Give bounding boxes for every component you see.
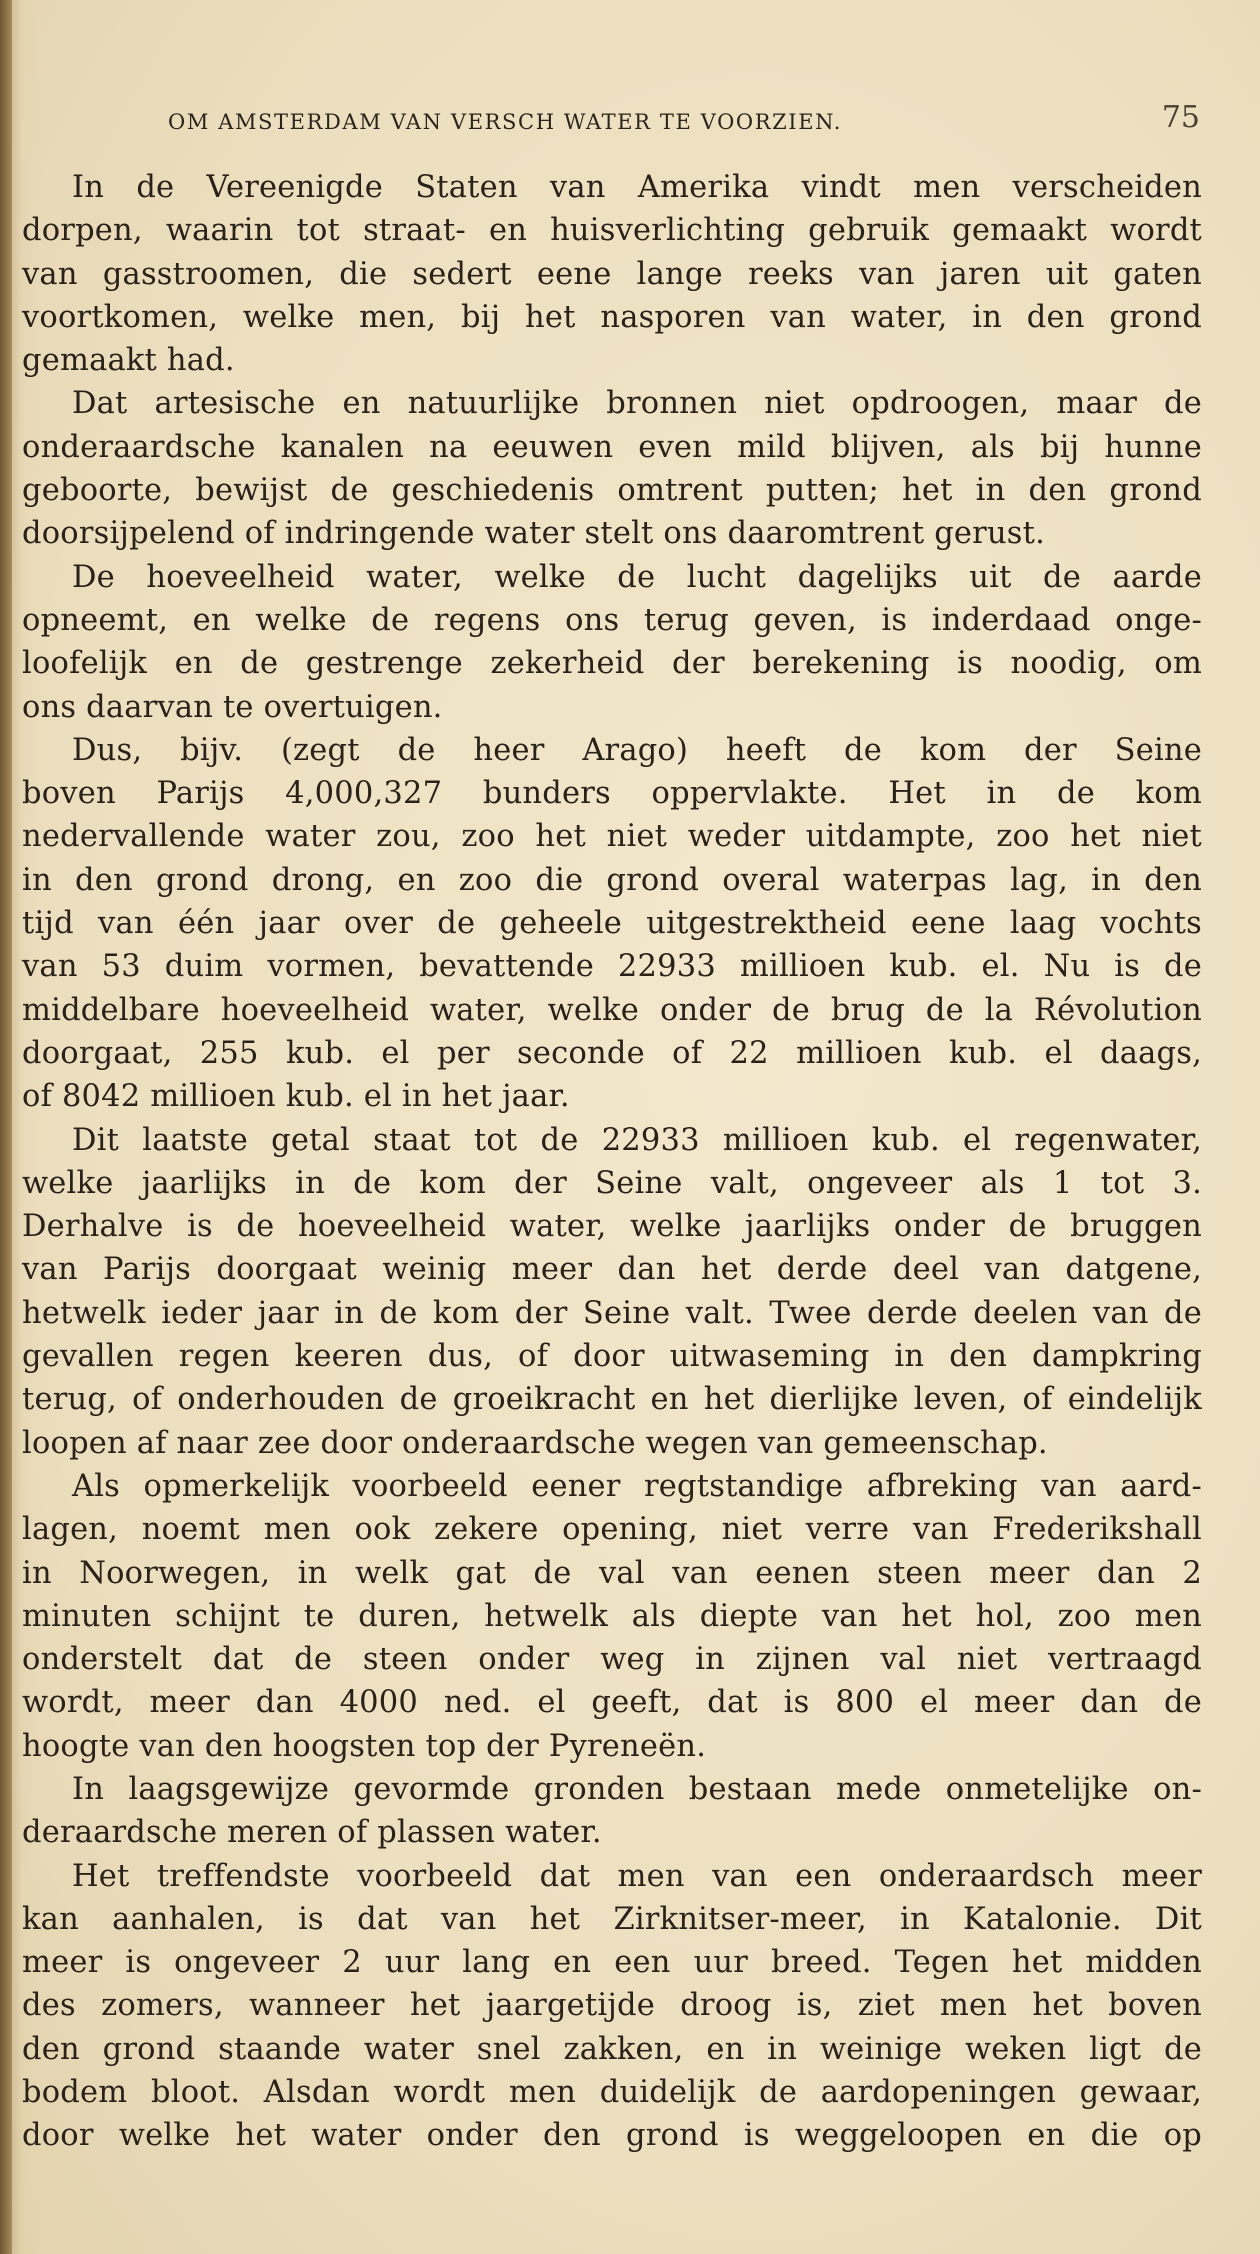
book-spine-shadow	[0, 0, 12, 2254]
text-line: kan aanhalen, is dat van het Zirknitser-meer, in Katalonie. Dit	[22, 1901, 1202, 1937]
text-line: In laagsgewijze gevormde gronden bestaan mede onmetelijke on-	[72, 1771, 1202, 1807]
page-number: 75	[1161, 100, 1200, 135]
text-line: De hoeveelheid water, welke de lucht dagelijks uit de aarde	[72, 559, 1202, 595]
text-line: In de Vereenigde Staten van Amerika vindt men verscheiden	[72, 170, 1202, 205]
text-line: loopen af naar zee door onderaardsche wegen van gemeenschap.	[22, 1425, 1048, 1461]
text-line: ons daarvan te overtuigen.	[22, 689, 443, 725]
text-line: Dit laatste getal staat tot de 22933 millioen kub. el regenwater,	[72, 1122, 1202, 1158]
text-line: gemaakt had.	[22, 343, 235, 379]
text-line: Het treffendste voorbeeld dat men van een onderaardsch meer	[72, 1858, 1202, 1894]
text-line: des zomers, wanneer het jaargetijde droog is, ziet men het boven	[22, 1988, 1202, 2024]
text-line: bodem bloot. Alsdan wordt men duidelijk de aardopeningen gewaar,	[22, 2075, 1202, 2111]
text-line: lagen, noemt men ook zekere opening, niet verre van Frederikshall	[22, 1512, 1202, 1548]
text-line: middelbare hoeveelheid water, welke onder de brug de la Révolution	[22, 992, 1202, 1028]
text-line: hetwelk ieder jaar in de kom der Seine valt. Twee derde deelen van de	[22, 1295, 1202, 1331]
running-header	[150, 92, 1200, 142]
text-line: door welke het water onder den grond is weggeloopen en die op	[22, 2118, 1202, 2154]
text-line: gevallen regen keeren dus, of door uitwaseming in den dampkring	[22, 1339, 1202, 1375]
text-line: onderaardsche kanalen na eeuwen even mild blijven, als bij hunne	[22, 429, 1202, 465]
body-text	[22, 166, 1202, 2158]
text-line: dorpen, waarin tot straat- en huisverlichting gebruik gemaakt wordt	[22, 213, 1202, 249]
text-line: Als opmerkelijk voorbeeld eener regtstandige afbreking van aard-	[72, 1468, 1202, 1504]
text-line: Derhalve is de hoeveelheid water, welke jaarlijks onder de bruggen	[22, 1209, 1202, 1245]
text-line: minuten schijnt te duren, hetwelk als diepte van het hol, zoo men	[22, 1598, 1202, 1634]
text-line: doorgaat, 255 kub. el per seconde of 22 millioen kub. el daags,	[22, 1035, 1202, 1071]
text-line: doorsijpelend of indringende water stelt ons daaromtrent gerust.	[22, 516, 1045, 552]
text-line: loofelijk en de gestrenge zekerheid der berekening is noodig, om	[22, 646, 1202, 682]
text-line: boven Parijs 4,000,327 bunders oppervlakte. Het in de kom	[22, 776, 1202, 812]
text-line: van gasstroomen, die sedert eene lange reeks van jaren uit gaten	[22, 256, 1202, 292]
text-line: den grond staande water snel zakken, en in weinige weken ligt de	[22, 2031, 1202, 2067]
text-line: opneemt, en welke de regens ons terug geven, is inderdaad onge-	[22, 602, 1202, 638]
text-line: Dat artesische en natuurlijke bronnen niet opdroogen, maar de	[72, 386, 1202, 422]
text-line: meer is ongeveer 2 uur lang en een uur breed. Tegen het midden	[22, 1945, 1202, 1981]
text-line: voortkomen, welke men, bij het nasporen van water, in den grond	[22, 299, 1202, 335]
running-header-title: OM AMSTERDAM VAN VERSCH WATER TE VOORZIEN.	[168, 110, 843, 134]
text-line: terug, of onderhouden de groeikracht en het dierlijke leven, of eindelijk	[22, 1382, 1202, 1418]
text-line: onderstelt dat de steen onder weg in zijnen val niet vertraagd	[22, 1642, 1202, 1678]
text-line: welke jaarlijks in de kom der Seine valt, ongeveer als 1 tot 3.	[22, 1165, 1202, 1201]
text-line: deraardsche meren of plassen water.	[22, 1815, 602, 1851]
text-line: van Parijs doorgaat weinig meer dan het derde deel van datgene,	[22, 1252, 1202, 1288]
text-line: van 53 duim vormen, bevattende 22933 millioen kub. el. Nu is de	[22, 949, 1202, 985]
text-line: nedervallende water zou, zoo het niet weder uitdampte, zoo het niet	[22, 819, 1202, 855]
text-line: hoogte van den hoogsten top der Pyreneën.	[22, 1728, 707, 1764]
text-line: in den grond drong, en zoo die grond overal waterpas lag, in den	[22, 862, 1202, 898]
text-line: Dus, bijv. (zegt de heer Arago) heeft de kom der Seine	[72, 732, 1202, 768]
text-line: tijd van één jaar over de geheele uitgestrektheid eene laag vochts	[22, 906, 1202, 942]
text-line: of 8042 millioen kub. el in het jaar.	[22, 1079, 570, 1115]
text-line: geboorte, bewijst de geschiedenis omtrent putten; het in den grond	[22, 473, 1202, 509]
text-line: in Noorwegen, in welk gat de val van eenen steen meer dan 2	[22, 1555, 1202, 1591]
text-line: wordt, meer dan 4000 ned. el geeft, dat is 800 el meer dan de	[22, 1685, 1202, 1721]
